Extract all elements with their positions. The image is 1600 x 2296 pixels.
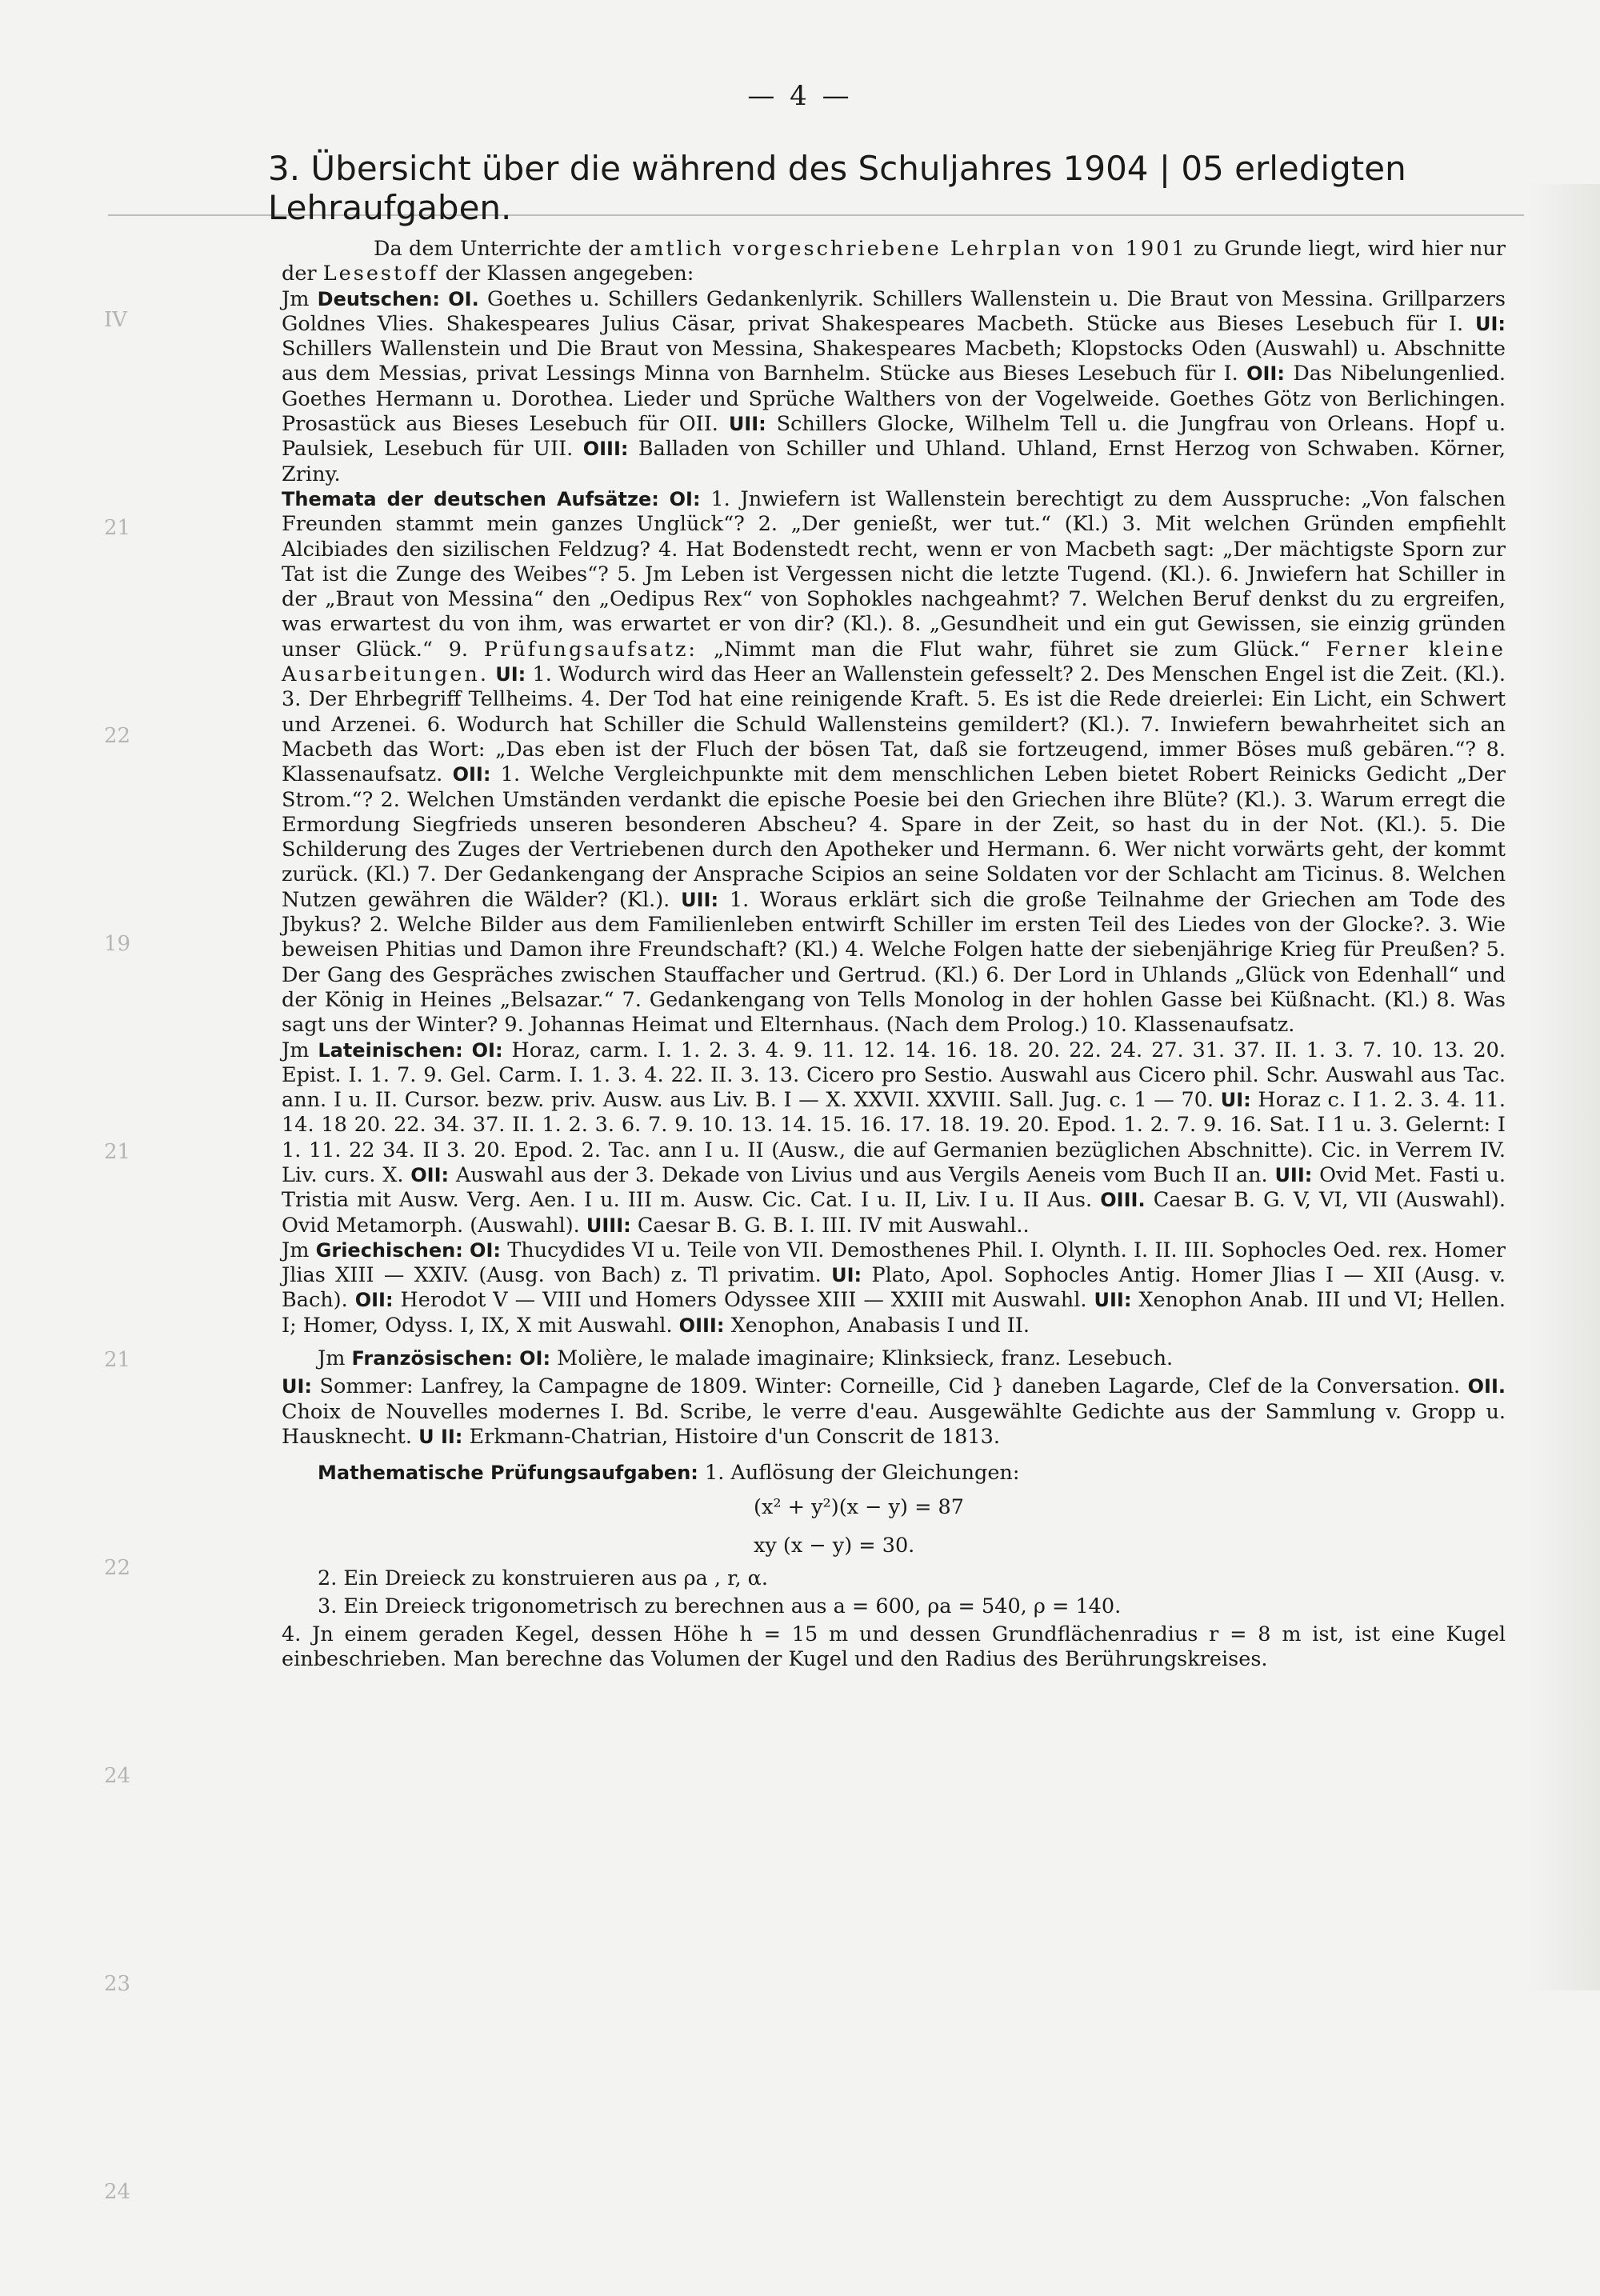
math-task-4: 4. Jn einem geraden Kegel, dessen Höhe h = 15 m und dessen Grundflächenradius r = 8 m ist, ist eine Kugel einbeschrieben. Man berechne das Volumen der Kugel und den Radius des Berührungskreises. <box>282 1622 1506 1672</box>
equation-2: xy (x − y) = 30. <box>754 1533 915 1558</box>
math-task-2: 2. Ein Dreieck zu konstruieren aus ρa , r, α. <box>318 1566 768 1590</box>
griechisch-paragraph: Jm Griechischen: OI: Thucydides VI u. Teile von VII. Demosthenes Phil. I. Olynth. I. II. III. Sophocles Oed. rex. Homer Jlias XIII — XXIV. (Ausg. von Bach) z. Tl privatim. UI: Plato, Apol. Sophocles Antig. Homer Jlias I — XII (Ausg. v. Bach). OII: Herodot V — VIII und Homers Odyssee XIII — XXIII mit Auswahl. UII: Xenophon Anab. III und VI; Hellen. I; Homer, Odyss. I, IX, X mit Auswahl. OIII: Xenophon, Anabasis I und II. <box>282 1238 1506 1338</box>
griechisch-heading: Griechischen: <box>315 1238 463 1262</box>
franzoesisch-heading: Französischen: <box>351 1347 514 1370</box>
themata-paragraph: Themata der deutschen Aufsätze: OI: 1. Jnwiefern ist Wallenstein berechtigt zu dem Ausspruche: „Von falschen Freunden stammt mein ganzes Unglück“? 2. „Der genießt, wer tut.“ (Kl.) 3. Mit welchen Gründen empfiehlt Alcibiades den sizilischen Feldzug? 4. Hat Bodenstedt recht, wenn er von Macbeth sagt: „Der mächtigste Sporn zur Tat ist die Zunge des Weibes“? 5. Jm Leben ist Vergessen nicht die letzte Tugend. (Kl.). 6. Jnwiefern hat Schiller in der „Braut von Messina“ den „Oedipus Rex“ von Sophokles nachgeahmt? 7. Welchen Beruf denkst du zu ergreifen, was erwartest du von ihm, was erwartet er von dir? (Kl.). 8. „Gesundheit und ein gut Gewissen, sie einzig gründen unser Glück.“ 9. Prüfungsaufsatz: „Nimmt man die Flut wahr, führet sie zum Glück.“ Ferner kleine Ausarbeitungen. UI: 1. Wodurch wird das Heer an Wallenstein gefesselt? 2. Des Menschen Engel ist die Zeit. (Kl.). 3. Der Ehrbegriff Tellheims. 4. Der Tod hat eine reinigende Kraft. 5. Es ist die Rede dreierlei: Ein Licht, ein Schwert und Arzenei. 6. Wodurch hat Schiller die Schuld Wallensteins gemildert? (Kl.). 7. Inwiefern bewahrheitet sich an Macbeth das Wort: „Das eben ist der Fluch der bösen Tat, daß sie fortzeugend, immer Böses muß gebären.“? 8. Klassenaufsatz. OII: 1. Welche Vergleichpunkte mit dem menschlichen Leben bietet Robert Reinicks Gedicht „Der Strom.“? 2. Welchen Umständen verdankt die epische Poesie bei den Griechen ihre Blüte? (Kl.). 3. Warum erregt die Ermordung Siegfrieds unseren besonderen Abscheu? 4. Spare in der Zeit, so hast du in der Not. (Kl.). 5. Die Schilderung des Zuges der Vertriebenen durch den Apotheker und Hermann. 6. Wer nicht vorwärts geht, der kommt zurück. (Kl.) 7. Der Gedankengang der Ansprache Scipios an seine Soldaten vor der Schlacht am Ticinus. 8. Welchen Nutzen gewähren die Wälder? (Kl.). UII: 1. Woraus erklärt sich die große Teilnahme der Griechen am Tode des Jbykus? 2. Welche Bilder aus dem Familienleben entwirft Schiller im ersten Teil des Liedes von der Glocke?. 3. Wie beweisen Phitias und Damon ihre Freundschaft? (Kl.) 4. Welche Folgen hatte der siebenjährige Krieg für Preußen? 5. Der Gang des Gespräches zwischen Stauffacher und Gertrud. (Kl.) 6. Der Lord in Uhlands „Glück von Edenhall“ und der König in Heines „Belsazar.“ 7. Gedankengang von Tells Monolog in der hohlen Gasse bei Küßnacht. (Kl.) 8. Was sagt uns der Winter? 9. Johannas Heimat und Elternhaus. (Nach dem Prolog.) 10. Klassenaufsatz. <box>282 486 1506 1038</box>
intro-paragraph: Da dem Unterrichte der amtlich vorgeschriebene Lehrplan von 1901 zu Grunde liegt, wird hier nur der Lesestoff der Klassen angegeben: <box>282 237 1506 286</box>
mathe-heading: Mathematische Prüfungsaufgaben: <box>318 1462 698 1485</box>
document-body <box>282 237 1506 1673</box>
right-bleed-through <box>1528 184 1600 1990</box>
equation-1: (x² + y²)(x − y) = 87 <box>754 1494 964 1519</box>
mathe-paragraph: Mathematische Prüfungsaufgaben: 1. Auflösung der Gleichungen: <box>318 1461 1020 1486</box>
franzoesisch-ui-paragraph: UI: Sommer: Lanfrey, la Campagne de 1809. Winter: Corneille, Cid } daneben Lagarde, Clef de la Conversation. OII. Choix de Nouvelles modernes I. Bd. Scribe, le verre d'eau. Ausgewählte Gedichte aus der Sammlung v. Gropp u. Hausknecht. U II: Erkmann-Chatrian, Histoire d'un Conscrit de 1813. <box>282 1374 1506 1449</box>
page-number: — 4 — <box>747 80 853 112</box>
math-task-3: 3. Ein Dreieck trigonometrisch zu berechnen aus a = 600, ρa = 540, ρ = 140. <box>318 1594 1122 1618</box>
section-title: 3. Übersicht über die während des Schuljahres 1904 | 05 erledigten Lehraufgaben. <box>268 149 1406 227</box>
left-bleed-through: IV 21 22 19 21 21 22 24 23 24 <box>104 308 131 2204</box>
latein-heading: Lateinischen: <box>318 1038 463 1062</box>
themata-heading: Themata der deutschen Aufsätze: <box>282 487 659 510</box>
franzoesisch-paragraph: Jm Französischen: OI: Molière, le malade imaginaire; Klinksieck, franz. Lesebuch. <box>318 1346 1174 1371</box>
deutsch-paragraph: Jm Deutschen: OI. Goethes u. Schillers Gedankenlyrik. Schillers Wallenstein u. Die Braut von Messina. Grillparzers Goldnes Vlies. Shakespeares Julius Cäsar, privat Shakespeares Macbeth. Stücke aus Bieses Lesebuch für I. UI: Schillers Wallenstein und Die Braut von Messina, Shakespeares Macbeth; Klopstocks Oden (Auswahl) u. Abschnitte aus dem Messias, privat Lessings Minna von Barnhelm. Stücke aus Bieses Lesebuch für I. OII: Das Nibelungenlied. Goethes Hermann u. Dorothea. Lieder und Sprüche Walthers von der Vogelweide. Goethes Götz von Berlichingen. Prosastück aus Bieses Lesebuch für OII. UII: Schillers Glocke, Wilhelm Tell u. die Jungfrau von Orleans. Hopf u. Paulsiek, Lesebuch für UII. OIII: Balladen von Schiller und Uhland. Uhland, Ernst Herzog von Schwaben. Körner, Zriny. <box>282 286 1506 486</box>
deutsch-heading: Deutschen: <box>317 287 440 310</box>
latein-paragraph: Jm Lateinischen: OI: Horaz, carm. I. 1. 2. 3. 4. 9. 11. 12. 14. 16. 18. 20. 22. 24. 27. 31. 37. II. 1. 3. 7. 10. 13. 20. Epist. I. 1. 7. 9. Gel. Carm. I. 1. 3. 4. 22. II. 3. 13. Cicero pro Sestio. Auswahl aus Cicero phil. Schr. Auswahl aus Tac. ann. I u. II. Cursor. bezw. priv. Ausw. aus Liv. B. I — X. XXVII. XXVIII. Sall. Jug. c. 1 — 70. UI: Horaz c. I 1. 2. 3. 4. 11. 14. 18 20. 22. 34. 37. II. 1. 2. 3. 6. 7. 9. 10. 13. 14. 15. 16. 17. 18. 19. 20. Epod. 1. 2. 7. 9. 16. Sat. I 1 u. 3. Gelernt: I 1. 11. 22 34. II 3. 20. Epod. 2. Tac. ann I u. II (Ausw., die auf Germanien bezüglichen Abschnitte). Cic. in Verrem IV. Liv. curs. X. OII: Auswahl aus der 3. Dekade von Livius und aus Vergils Aeneis vom Buch II an. UII: Ovid Met. Fasti u. Tristia mit Ausw. Verg. Aen. I u. III m. Ausw. Cic. Cat. I u. II, Liv. I u. II Aus. OIII. Caesar B. G. V, VI, VII (Auswahl). Ovid Metamorph. (Auswahl). UIII: Caesar B. G. B. I. III. IV mit Auswahl.. <box>282 1038 1506 1238</box>
